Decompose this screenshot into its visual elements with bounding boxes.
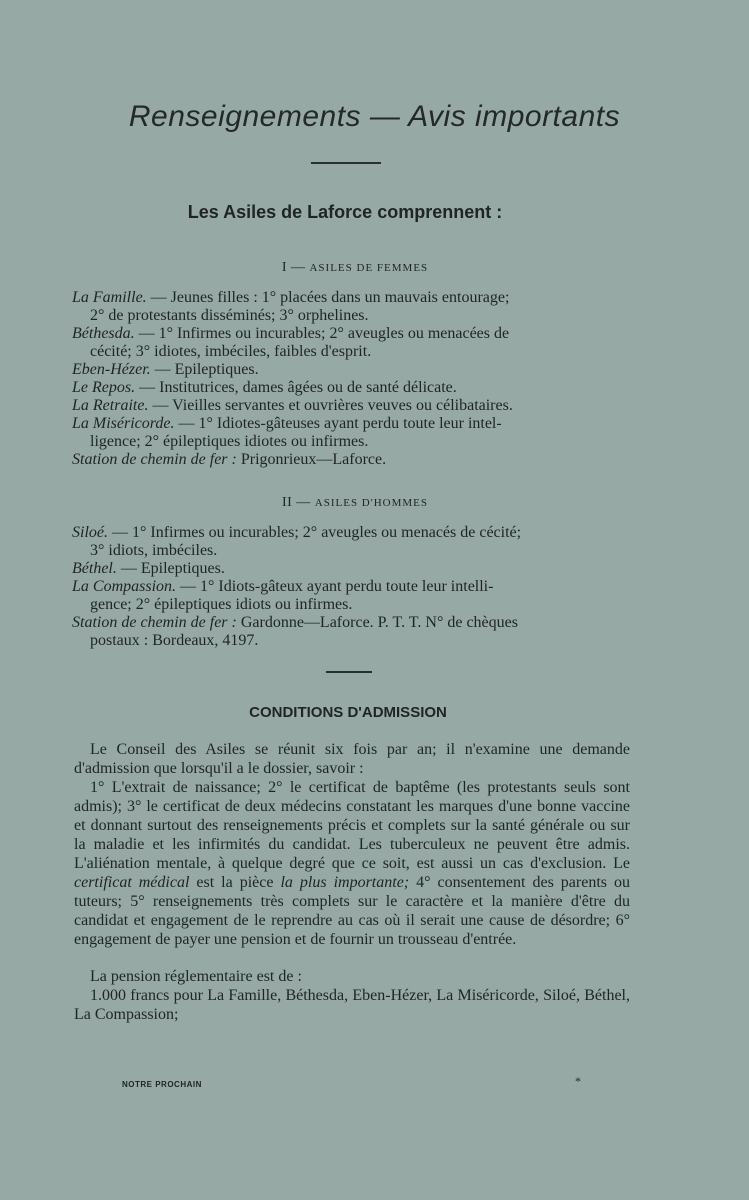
asylum-entry <box>72 289 632 325</box>
entry-term: Station de chemin de fer : <box>72 451 237 468</box>
entry-description: — Vieilles servantes et ouvrières veuves ou célibataires. <box>148 397 513 414</box>
entry-term: Béthesda. <box>72 325 135 342</box>
entry-continuation: cécité; 3° idiotes, imbéciles, faibles d'esprit. <box>90 343 372 360</box>
section-title: ASILES DE FEMMES <box>309 262 429 274</box>
entry-description: — 1° Idiots-gâteux ayant perdu toute leur intelli- <box>176 578 494 595</box>
men-asylums-list <box>72 524 632 650</box>
entry-description: — Epileptiques. <box>116 560 225 577</box>
footer-text: NOTRE PROCHAIN <box>122 1080 202 1089</box>
section-number: I — <box>281 260 306 275</box>
entry-line <box>72 397 632 415</box>
text-run: certificat médical <box>74 874 190 891</box>
text-run: 4° consentement des parents ou tuteurs; 5° renseignements très complets sur le caractère et la manière d'être du candidat et engagement de le reprendre au cas où il serait une cause de désordre; 6° engagement de payer une pension et de fournir un trousseau d'entrée. <box>74 874 630 948</box>
entry-line <box>72 614 632 632</box>
conditions-text <box>74 740 630 1024</box>
entry-term: La Famille. <box>72 289 147 306</box>
pension-paragraph: La pension réglementaire est de : <box>90 968 302 985</box>
section-title: ASILES D'HOMMES <box>314 497 429 509</box>
title-divider <box>311 162 381 164</box>
asylum-entry <box>72 379 632 397</box>
entry-term: La Miséricorde. <box>72 415 175 432</box>
entry-description: — 1° Idiotes-gâteuses ayant perdu toute leur intel- <box>174 415 502 432</box>
entry-description: Prigonrieux—Laforce. <box>236 451 387 468</box>
entry-continuation: 2° de protestants disséminés; 3° orphelines. <box>90 307 369 324</box>
entry-term: Le Repos. <box>72 379 136 396</box>
asylum-entry <box>72 415 632 451</box>
entry-continuation: gence; 2° épileptiques idiots ou infirmes. <box>90 596 353 613</box>
pension-paragraph: 1.000 francs pour La Famille, Béthesda, Eben-Hézer, La Miséricorde, Siloé, Béthel, La Compassion; <box>74 987 630 1023</box>
section-heading-men <box>0 495 710 511</box>
section-divider <box>326 671 372 673</box>
entry-term: Béthel. <box>72 560 117 577</box>
entry-line <box>72 451 632 469</box>
entry-term: Eben-Hézer. <box>72 361 151 378</box>
footer-mark: * <box>575 1074 581 1088</box>
asylum-entry <box>72 397 632 415</box>
entry-continuation: 3° idiots, imbéciles. <box>90 542 218 559</box>
entry-line <box>72 560 632 578</box>
conditions-paragraph: Le Conseil des Asiles se réunit six fois par an; il n'examine une demande d'admission que lorsqu'il a le dossier, savoir : <box>74 741 630 777</box>
text-run: la plus importante; <box>280 874 410 891</box>
text-run: est la pièce <box>189 874 281 891</box>
entry-description: — 1° Infirmes ou incurables; 2° aveugles ou menacés de cécité; <box>108 524 522 541</box>
entry-line <box>72 379 632 397</box>
asylum-entry <box>72 578 632 614</box>
entry-line <box>72 415 632 433</box>
entry-term: Siloé. <box>72 524 108 541</box>
entry-line <box>72 289 632 307</box>
entry-line <box>72 524 632 542</box>
entry-line <box>72 578 632 596</box>
entry-continuation: postaux : Bordeaux, 4197. <box>90 632 259 649</box>
subtitle: Les Asiles de Laforce comprennent : <box>187 202 503 222</box>
entry-continuation: ligence; 2° épileptiques idiotes ou infirmes. <box>90 433 369 450</box>
entry-term: Station de chemin de fer : <box>72 614 237 631</box>
section-heading-women <box>0 260 710 276</box>
entry-description: — Jeunes filles : 1° placées dans un mauvais entourage; <box>146 289 510 306</box>
entry-term: La Retraite. <box>72 397 149 414</box>
conditions-paragraph <box>74 778 630 949</box>
section-number: II — <box>281 495 311 510</box>
asylum-entry <box>72 524 632 560</box>
entry-term: La Compassion. <box>72 578 177 595</box>
conditions-title: CONDITIONS D'ADMISSION <box>249 704 447 721</box>
entry-description: — Epileptiques. <box>150 361 259 378</box>
asylum-entry <box>72 614 632 650</box>
entry-description: — 1° Infirmes ou incurables; 2° aveugles ou menacées de <box>134 325 510 342</box>
asylum-entry <box>72 325 632 361</box>
asylum-entry <box>72 560 632 578</box>
asylum-entry <box>72 451 632 469</box>
entry-line <box>72 361 632 379</box>
asylum-entry <box>72 361 632 379</box>
entry-description: Gardonne—Laforce. P. T. T. N° de chèques <box>236 614 518 631</box>
page-title: Renseignements — Avis importants <box>128 100 621 133</box>
women-asylums-list <box>72 289 632 469</box>
text-run: 1° L'extrait de naissance; 2° le certificat de baptême (les protestants seuls sont admis); 3° le certificat de deux médecins constatant les marques d'une bonne vaccine et donnant surtout des renseignements précis et complets sur la santé générale ou sur la maladie et les infirmités du candidat. Les tuberculeux ne peuvent être admis. L'aliénation mentale, à quelque degré que ce soit, est aussi un cas d'exclusion. Le <box>74 779 630 872</box>
entry-line <box>72 325 632 343</box>
entry-description: — Institutrices, dames âgées ou de santé délicate. <box>135 379 457 396</box>
